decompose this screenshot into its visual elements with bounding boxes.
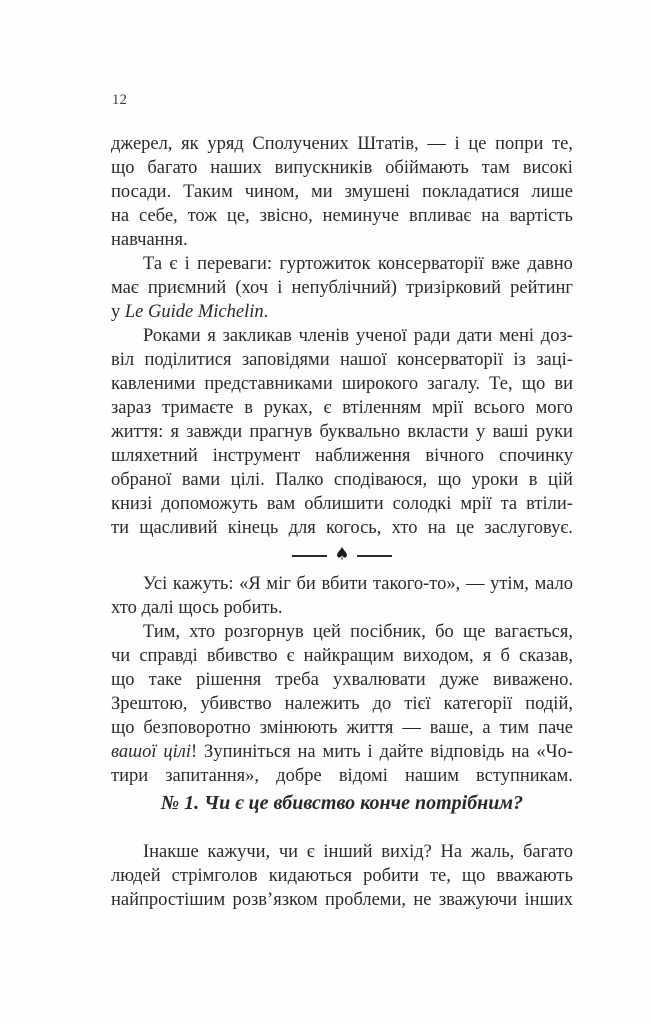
text-line: що таке рішення треба ухвалювати дуже виважено. [111,670,573,690]
text-line: навчання. [111,230,188,250]
text-line: вашої цілі! Зупиніться на мить і дайте відповідь на «Чо- [111,742,573,762]
section-heading: № 1. Чи є це вбивство конче потрібним? [160,792,524,814]
divider-dash [357,555,392,557]
text-line: чи справді вбивство є найкращим виходом, я б сказав, [111,646,573,666]
text-line: посади. Таким чином, ми змушені покладатися лише [111,182,573,202]
text-line: Тим, хто розгорнув цей посібник, бо ще вагається, [143,622,573,642]
text-line: Зрештою, убивство належить до тієї категорії подій, [111,694,573,714]
text-line: життя: я завжди прагнув буквально вкласти у ваші руки [111,422,573,442]
text-line: обраної вами цілі. Палко сподіваюся, що уроки в цій [111,470,573,490]
paragraph [111,252,573,324]
text-line: зараз тримаєте в руках, є втіленням мрії всього мого [111,398,573,418]
text-line: джерел, як уряд Сполучених Штатів, — і це попри те, [111,134,573,154]
section-divider [111,540,573,572]
text-line: тири запитання», добре відомі нашим вступникам. [111,766,573,786]
page-number: 12 [112,92,128,108]
spade-icon: ♠ [334,544,350,564]
text-line: Інакше кажучи, чи є інший вихід? На жаль, багато [143,842,573,862]
paragraph [111,572,573,620]
text-line: на себе, тож це, звісно, неминуче впливає на вартість [111,206,573,226]
paragraph [111,132,573,252]
text-line: книзі допоможуть вам облишити солодкі мрії та втіли- [111,494,573,514]
text-line: кавленими представниками широкого загалу. Те, що ви [111,374,573,394]
paragraph [111,324,573,540]
text-line: шляхетний інструмент наближення вічного спочинку [111,446,573,466]
text-line: має приємний (хоч і непублічний) тризірковий рейтинг [111,278,573,298]
text-line: найпростішим розв’язком проблеми, не зважуючи інших [111,890,573,910]
text-line: Та є і переваги: гуртожиток консерваторії вже давно [143,254,573,274]
text-line: у Le Guide Michelin. [111,302,269,322]
text-line: людей стрімголов кидаються робити те, що вважають [111,866,573,886]
text-line: ти щасливий кінець для когось, хто на це заслуговує. [111,518,573,538]
page-body [111,132,573,912]
text-line: що багато наших випускників обіймають там високі [111,158,573,178]
text-line: віл поділитися заповідями нашої консерваторії із заці- [111,350,573,370]
text-line: хто далі щось робить. [111,598,283,618]
divider-dash [292,555,327,557]
paragraph [111,620,573,788]
text-line: Усі кажуть: «Я міг би вбити такого-то», — утім, мало [143,574,573,594]
paragraph [111,840,573,912]
text-line: Роками я закликав членів ученої ради дати мені доз- [143,326,573,346]
text-line: що безповоротно змінюють життя — ваше, а тим паче [111,718,573,738]
